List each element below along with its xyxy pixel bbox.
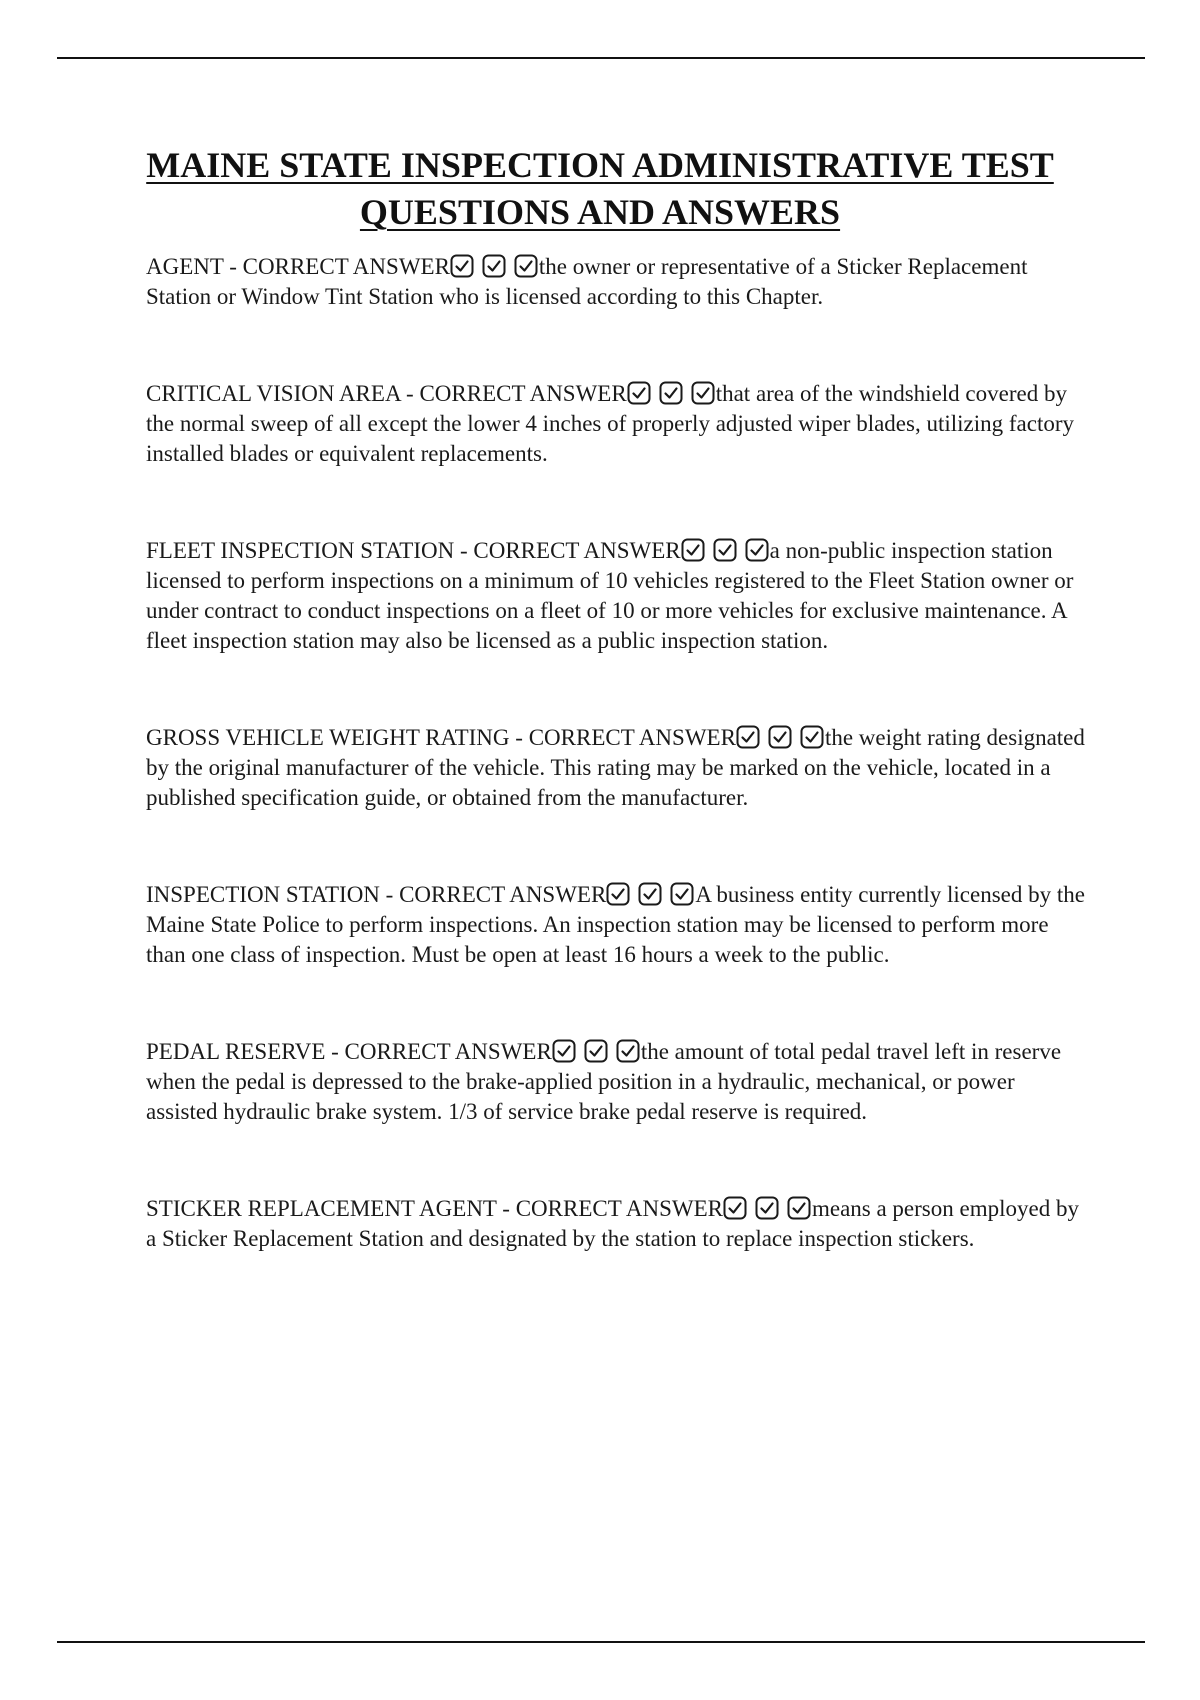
entry-agent (146, 252, 1086, 312)
checked-box-icon (691, 381, 715, 405)
checked-box-icon (482, 254, 506, 278)
page-title: MAINE STATE INSPECTION ADMINISTRATIVE TEST QUESTIONS AND ANSWERS (146, 145, 1054, 232)
checked-box-icon (800, 725, 824, 749)
entry-definition: A business entity currently licensed by the Maine State Police to perform inspections. An inspection station may be licensed to perform more than one class of inspection. Must be open at least 16 hours a week to the public. (146, 882, 1085, 967)
check-marks (736, 725, 825, 750)
entry-sticker-replacement-agent (146, 1194, 1086, 1254)
entry-pedal-reserve (146, 1037, 1086, 1127)
check-marks (681, 538, 770, 563)
checked-box-icon (670, 882, 694, 906)
entry-term: GROSS VEHICLE WEIGHT RATING - CORRECT ANSWER (146, 725, 736, 750)
checked-box-icon (723, 1196, 747, 1220)
entry-definition: means a person employed by a Sticker Replacement Station and designated by the station to replace inspection stickers. (146, 1196, 1079, 1251)
entry-term: STICKER REPLACEMENT AGENT - CORRECT ANSWER (146, 1196, 723, 1221)
checked-box-icon (768, 725, 792, 749)
checked-box-icon (736, 725, 760, 749)
entry-fleet-inspection-station (146, 536, 1086, 656)
entry-definition: the weight rating designated by the original manufacturer of the vehicle. This rating may be marked on the vehicle, located in a published specification guide, or obtained from the manufacturer. (146, 725, 1085, 810)
entry-definition: that area of the windshield covered by the normal sweep of all except the lower 4 inches of properly adjusted wiper blades, utilizing factory installed blades or equivalent replacements. (146, 381, 1074, 466)
checked-box-icon (787, 1196, 811, 1220)
checked-box-icon (755, 1196, 779, 1220)
bottom-rule (57, 1641, 1145, 1643)
checked-box-icon (584, 1039, 608, 1063)
entry-term: PEDAL RESERVE - CORRECT ANSWER (146, 1039, 552, 1064)
checked-box-icon (450, 254, 474, 278)
checked-box-icon (713, 538, 737, 562)
checked-box-icon (606, 882, 630, 906)
checked-box-icon (745, 538, 769, 562)
check-marks (723, 1196, 812, 1221)
entry-critical-vision-area (146, 379, 1086, 469)
checked-box-icon (638, 882, 662, 906)
entry-definition: the amount of total pedal travel left in reserve when the pedal is depressed to the brake-applied position in a hydraulic, mechanical, or power assisted hydraulic brake system. 1/3 of service brake pedal reserve is required. (146, 1039, 1062, 1124)
check-marks (627, 381, 716, 406)
entry-list (146, 252, 1086, 1254)
check-marks (450, 254, 539, 279)
entry-inspection-station (146, 880, 1086, 970)
check-marks (552, 1039, 641, 1064)
check-marks (606, 882, 695, 907)
entry-gross-vehicle-weight-rating (146, 723, 1086, 813)
top-rule (57, 57, 1145, 59)
checked-box-icon (514, 254, 538, 278)
checked-box-icon (681, 538, 705, 562)
entry-term: FLEET INSPECTION STATION - CORRECT ANSWER (146, 538, 681, 563)
entry-term: CRITICAL VISION AREA - CORRECT ANSWER (146, 381, 627, 406)
checked-box-icon (552, 1039, 576, 1063)
checked-box-icon (616, 1039, 640, 1063)
checked-box-icon (659, 381, 683, 405)
checked-box-icon (627, 381, 651, 405)
entry-definition: the owner or representative of a Sticker Replacement Station or Window Tint Station who is licensed according to this Chapter. (146, 254, 1028, 309)
entry-term: INSPECTION STATION - CORRECT ANSWER (146, 882, 607, 907)
entry-definition: a non-public inspection station licensed to perform inspections on a minimum of 10 vehicles registered to the Fleet Station owner or under contract to conduct inspections on a fleet of 10 or more vehicles for exclusive maintenance. A fleet inspection station may also be licensed as a public inspection station. (146, 538, 1074, 653)
entry-term: AGENT - CORRECT ANSWER (146, 254, 450, 279)
